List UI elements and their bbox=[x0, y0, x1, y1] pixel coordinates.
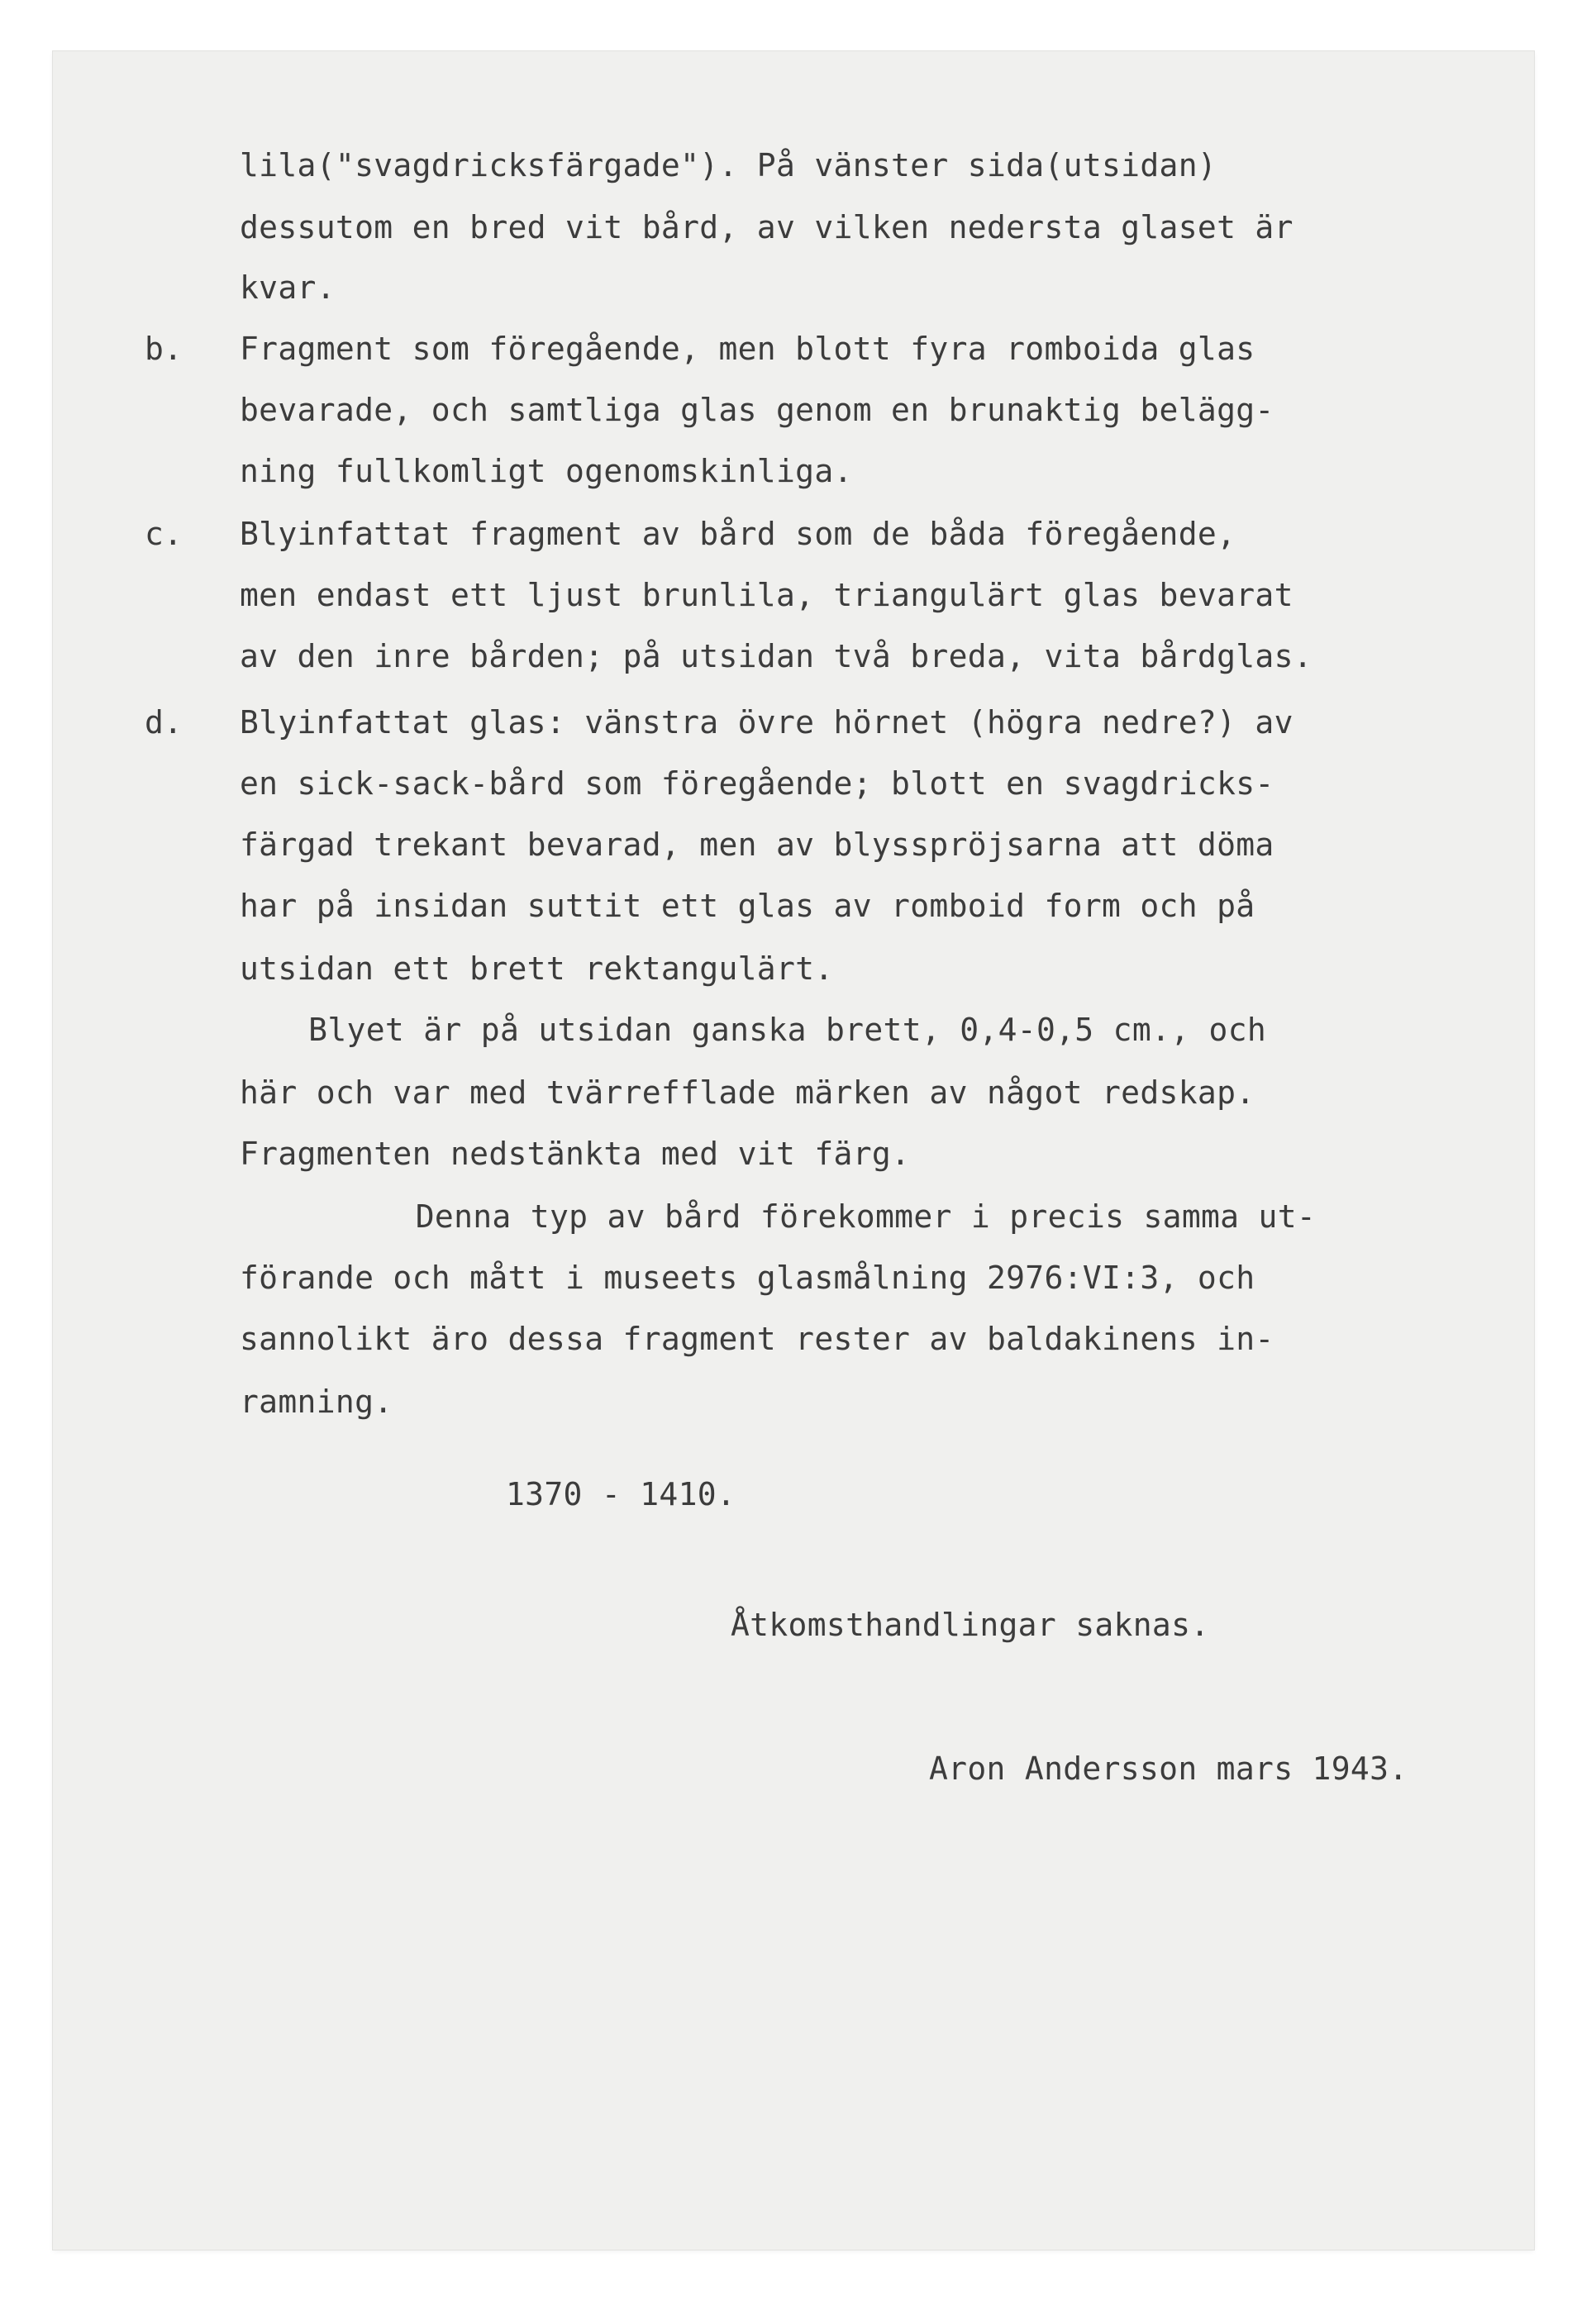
text-line: kvar. bbox=[240, 269, 336, 306]
text-line: Fragment som föregående, men blott fyra romboida glas bbox=[240, 331, 1255, 367]
text-line: ning fullkomligt ogenomskinliga. bbox=[240, 453, 853, 489]
item-marker-b: b. bbox=[145, 331, 183, 367]
date-range: 1370 - 1410. bbox=[506, 1476, 736, 1512]
text-line: har på insidan suttit ett glas av romboid form och på bbox=[240, 888, 1255, 924]
item-marker-c: c. bbox=[145, 516, 183, 552]
text-line: här och var med tvärrefflade märken av något redskap. bbox=[240, 1074, 1255, 1111]
text-line: bevarade, och samtliga glas genom en brunaktig belägg- bbox=[240, 392, 1274, 428]
text-line: Fragmenten nedstänkta med vit färg. bbox=[240, 1136, 911, 1172]
text-line: färgad trekant bevarad, men av blysspröjsarna att döma bbox=[240, 826, 1274, 863]
text-line: förande och mått i museets glasmålning 2976:VI:3, och bbox=[240, 1260, 1255, 1296]
text-line: en sick-sack-bård som föregående; blott en svagdricks- bbox=[240, 765, 1274, 802]
text-line: Blyinfattat glas: vänstra övre hörnet (högra nedre?) av bbox=[240, 704, 1293, 741]
text-line: utsidan ett brett rektangulärt. bbox=[240, 950, 834, 987]
text-line: dessutom en bred vit bård, av vilken nedersta glaset är bbox=[240, 209, 1293, 245]
text-line: sannolikt äro dessa fragment rester av baldakinens in- bbox=[240, 1321, 1274, 1357]
item-marker-d: d. bbox=[145, 704, 183, 741]
text-line: av den inre bården; på utsidan två breda, vita bårdglas. bbox=[240, 638, 1313, 674]
text-line: Blyet är på utsidan ganska brett, 0,4-0,5 cm., och bbox=[289, 1012, 1267, 1048]
signature: Aron Andersson mars 1943. bbox=[929, 1750, 1408, 1787]
acquisition-note: Åtkomsthandlingar saknas. bbox=[731, 1607, 1210, 1643]
text-line: ramning. bbox=[240, 1384, 393, 1420]
text-line: Denna typ av bård förekommer i precis samma ut- bbox=[339, 1198, 1317, 1235]
text-line: men endast ett ljust brunlila, triangulärt glas bevarat bbox=[240, 577, 1293, 613]
text-line: lila("svagdricksfärgade"). På vänster sida(utsidan) bbox=[240, 147, 1217, 183]
text-line: Blyinfattat fragment av bård som de båda föregående, bbox=[240, 516, 1236, 552]
